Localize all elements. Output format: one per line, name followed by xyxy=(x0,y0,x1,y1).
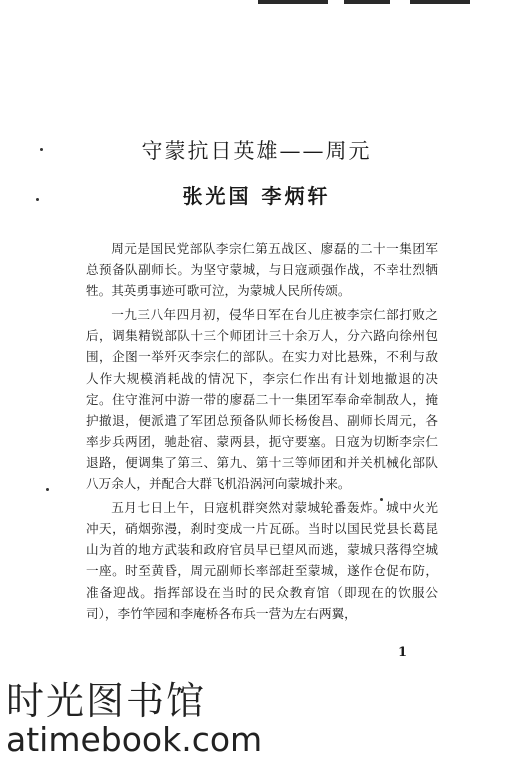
scan-edge-mark xyxy=(258,0,328,4)
scan-speck xyxy=(46,488,49,491)
watermark-title: 时光图书馆 xyxy=(6,679,207,723)
page-number: 1 xyxy=(398,645,408,660)
paragraph: 一九三八年四月初，侵华日军在台儿庄被李宗仁部打败之后，调集精锐部队十三个师团计三十余万人，分六路向徐州包围，企图一举歼灭李宗仁的部队。在实力对比悬殊，不利与敌人作大规模消耗战的情况下，李宗仁作出有计划地撤退的决定。住守淮河中游一带的廖磊二十一集团军奉命牵制敌人，掩护撤退，便派遣了军团总预备队师长杨俊昌、副师长周元，各率步兵两团，驰赴宿、蒙两县，扼守要塞。日寇为切断李宗仁退路，便调集了第三、第九、第十三等师团和并关机械化部队八万余人，并配合大群飞机沿涡河向蒙城扑来。 xyxy=(86,307,438,492)
article-authors: 张光国 李炳轩 xyxy=(182,184,331,208)
paragraph: 周元是国民党部队李宗仁第五战区、廖磊的二十一集团军总预备队副师长。为坚守蒙城，与日寇顽强作战，不幸壮烈牺牲。其英勇事迹可歌可泣，为蒙城人民所传颂。 xyxy=(86,241,438,299)
paragraph: 五月七日上午，日寇机群突然对蒙城轮番轰炸。城中火光冲天，硝烟弥漫，刹时变成一片瓦砾。当时以国民党县长葛昆山为首的地方武装和政府官员早已望风而逃，蒙城只落得空城一座。时至黄昏，周元副师长率部赶至蒙城，遂作仓促布防，准备迎战。指挥部设在当时的民众教育馆（即现在的饮服公司），李竹竿园和李庵桥各布兵一营为左右两翼， xyxy=(86,500,438,621)
scan-edge-mark xyxy=(410,0,470,4)
article-body xyxy=(86,238,438,627)
watermark-url: atimebook.com xyxy=(6,720,263,759)
article-title: 守蒙抗日英雄——周元 xyxy=(141,139,372,163)
scan-edge-mark xyxy=(344,0,390,4)
